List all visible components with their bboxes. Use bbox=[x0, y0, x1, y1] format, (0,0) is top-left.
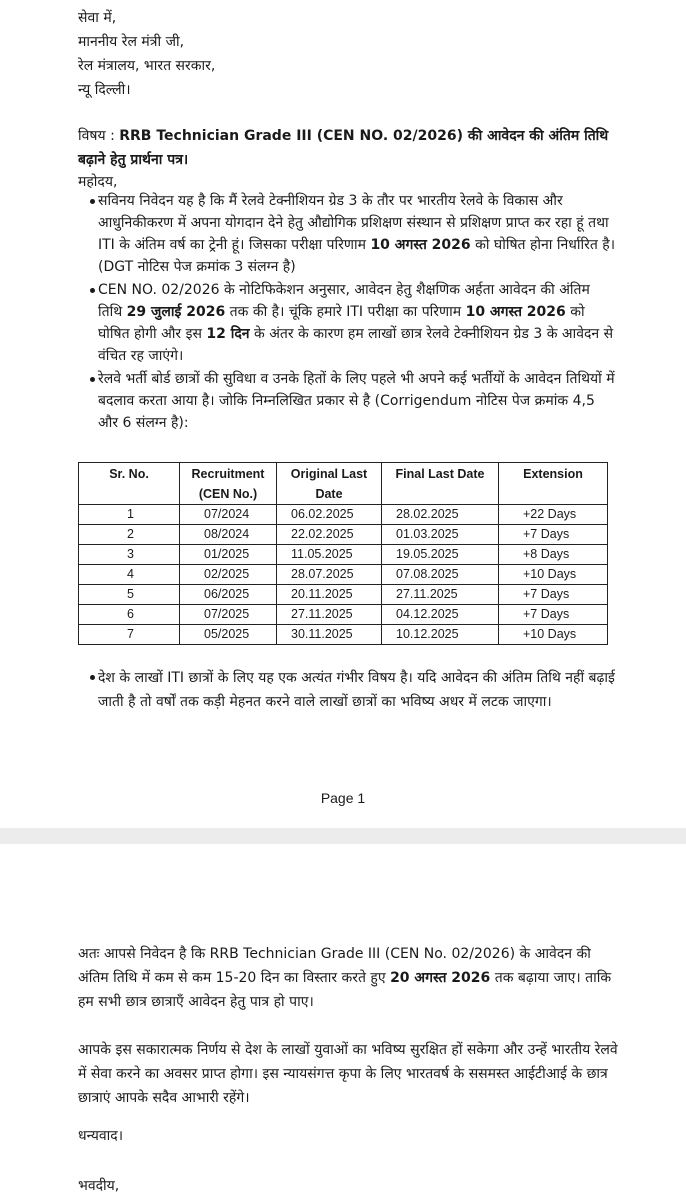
table-cell: +22 Days bbox=[499, 505, 608, 525]
table-cell: +7 Days bbox=[499, 525, 608, 545]
paragraph-bold: 20 अगस्त 2026 bbox=[390, 970, 491, 986]
gratitude-paragraph: आपके इस सकारात्मक निर्णय से देश के लाखों युवाओं का भविष्य सुरक्षित हों सकेगा और उन्हें भारतीय रेलवे में सेवा करने का अवसर प्राप्त होगा। इस न्यायसंगत्त कृपा के लिए भारतवर्ष के ससमस्त आईटीआई के छात्र छात्राएं आपके सदैव आभारी रहेंगे। bbox=[78, 1042, 618, 1106]
bullet-list bbox=[98, 666, 618, 714]
thanks-line: धन्यवाद। bbox=[78, 1128, 124, 1144]
page-separator bbox=[0, 828, 686, 844]
table-cell: 06/2025 bbox=[180, 585, 277, 605]
table-cell: 01.03.2025 bbox=[382, 525, 499, 545]
column-header: Sr. No. bbox=[79, 463, 180, 505]
table-cell: 08/2024 bbox=[180, 525, 277, 545]
table-cell: 28.07.2025 bbox=[277, 565, 382, 585]
address-line: रेल मंत्रालय, भारत सरकार, bbox=[78, 58, 216, 74]
bullet-text: CEN NO. 02/2026 के नोटिफिकेशन अनुसार, आवेदन हेतु शैक्षणिक अर्हता आवेदन की अंतिम तिथि bbox=[98, 282, 590, 320]
table-cell: 07/2024 bbox=[180, 505, 277, 525]
bullet-text: तक की है। चूंकि हमारे ITI परीक्षा का परिणाम bbox=[225, 304, 466, 320]
table-cell: 4 bbox=[79, 565, 180, 585]
table-cell: 6 bbox=[79, 605, 180, 625]
table-cell: 27.11.2025 bbox=[277, 605, 382, 625]
page-number: Page 1 bbox=[320, 790, 366, 806]
table-cell: 2 bbox=[79, 525, 180, 545]
table-cell: 07.08.2025 bbox=[382, 565, 499, 585]
table-cell: 1 bbox=[79, 505, 180, 525]
table-row bbox=[79, 505, 608, 525]
table-cell: 27.11.2025 bbox=[382, 585, 499, 605]
bullet-list bbox=[98, 190, 618, 435]
table-row bbox=[79, 625, 608, 645]
bullet-dot bbox=[90, 288, 95, 293]
bullet-bold: 10 अगस्त 2026 bbox=[465, 304, 566, 320]
closing-line: भवदीय, bbox=[78, 1178, 120, 1194]
column-header: Final Last Date bbox=[382, 463, 499, 505]
table-cell: 07/2025 bbox=[180, 605, 277, 625]
recipient-address bbox=[78, 6, 215, 102]
table-row bbox=[79, 545, 608, 565]
column-header: Recruitment (CEN No.) bbox=[180, 463, 277, 505]
table-cell: 20.11.2025 bbox=[277, 585, 382, 605]
table-row bbox=[79, 585, 608, 605]
bullet-dot bbox=[90, 377, 95, 382]
salutation: महोदय, bbox=[78, 174, 118, 190]
bullet-text: सविनय निवेदन यह है कि मैं रेलवे टेक्नीशियन ग्रेड 3 के तौर पर भारतीय रेलवे के विकास और आधुनिकीकरण में अपना योगदान देने हेतु औद्योगिक प्रशिक्षण संस्थान से प्रशिक्षण प्राप्त कर रहा हूं तथा ITI के अंतिम वर्ष का ट्रेनी हूं। जिसका परीक्षा परिणाम bbox=[98, 193, 609, 253]
subject-line bbox=[78, 124, 638, 172]
table-cell: 3 bbox=[79, 545, 180, 565]
bullet-item bbox=[98, 666, 618, 714]
bullet-text: रेलवे भर्ती बोर्ड छात्रों की सुविधा व उनके हितों के लिए पहले भी अपने कई भर्तीयों के आवेदन तिथियों में बदलाव करता आया है। जोकि निम्नलिखित प्रकार से है (Corrigendum नोटिस पेज क्रमांक 4,5 और 6 संलग्न है): bbox=[98, 371, 615, 431]
bullet-dot bbox=[90, 675, 95, 680]
table-cell: 01/2025 bbox=[180, 545, 277, 565]
table-cell: 7 bbox=[79, 625, 180, 645]
table-cell: 06.02.2025 bbox=[277, 505, 382, 525]
bullet-text: को घोषित होना निर्धारित है। (DGT नोटिस पेज क्रमांक 3 संलग्न है) bbox=[98, 237, 616, 275]
table-row bbox=[79, 605, 608, 625]
table-cell: +10 Days bbox=[499, 625, 608, 645]
address-line: न्यू दिल्ली। bbox=[78, 82, 131, 98]
table-cell: 19.05.2025 bbox=[382, 545, 499, 565]
table-cell: 05/2025 bbox=[180, 625, 277, 645]
request-paragraph bbox=[78, 942, 618, 1014]
table-cell: +7 Days bbox=[499, 605, 608, 625]
paragraph-text: अतः आपसे निवेदन है कि RRB Technician Grade III (CEN No. 02/2026) के आवेदन की अंतिम तिथि में कम से कम 15-20 दिन का विस्तार करते हुए bbox=[78, 946, 591, 986]
bullet-text: देश के लाखों ITI छात्रों के लिए यह एक अत्यंत गंभीर विषय है। यदि आवेदन की अंतिम तिथि नहीं बढ़ाई जाती है तो वर्षों तक कड़ी मेहनत करने वाले लाखों छात्रों का भविष्य अधर में लटक जाएगा। bbox=[98, 670, 615, 710]
recruitment-table bbox=[78, 462, 608, 645]
bullet-item bbox=[98, 368, 618, 434]
table-cell: 22.02.2025 bbox=[277, 525, 382, 545]
table-row bbox=[79, 525, 608, 545]
bullet-bold: 29 जुलाई 2026 bbox=[126, 304, 226, 320]
table-cell: +8 Days bbox=[499, 545, 608, 565]
address-line: सेवा में, bbox=[78, 10, 117, 26]
bullet-dot bbox=[90, 199, 95, 204]
subject-text: RRB Technician Grade III (CEN NO. 02/2026) की आवेदन की अंतिम तिथि बढ़ाने हेतु प्रार्थना पत्र। bbox=[78, 128, 609, 168]
table-cell: +10 Days bbox=[499, 565, 608, 585]
bullet-bold: 10 अगस्त 2026 bbox=[370, 237, 471, 253]
table-row bbox=[79, 565, 608, 585]
letter-page-2 bbox=[0, 844, 686, 1200]
subject-prefix: विषय : bbox=[78, 128, 120, 144]
bullet-text: के अंतर के कारण हम लाखों छात्र रेलवे टेक्नीशियन ग्रेड 3 के आवेदन से वंचित रह जाएंगे। bbox=[98, 326, 614, 364]
table-cell: 02/2025 bbox=[180, 565, 277, 585]
table-cell: 04.12.2025 bbox=[382, 605, 499, 625]
bullet-bold: 12 दिन bbox=[206, 326, 250, 342]
bullet-text: को घोषित होगी और इस bbox=[98, 304, 585, 342]
table-cell: 10.12.2025 bbox=[382, 625, 499, 645]
table-cell: 11.05.2025 bbox=[277, 545, 382, 565]
table-cell: 30.11.2025 bbox=[277, 625, 382, 645]
bullet-item bbox=[98, 279, 618, 367]
bullet-item bbox=[98, 190, 618, 278]
table-cell: 28.02.2025 bbox=[382, 505, 499, 525]
table-cell: 5 bbox=[79, 585, 180, 605]
column-header: Extension bbox=[499, 463, 608, 505]
address-line: माननीय रेल मंत्री जी, bbox=[78, 34, 185, 50]
column-header: Original Last Date bbox=[277, 463, 382, 505]
table-header-row bbox=[79, 463, 608, 505]
table-cell: +7 Days bbox=[499, 585, 608, 605]
paragraph-text: तक बढ़ाया जाए। ताकि हम सभी छात्र छात्राएँ आवेदन हेतु पात्र हो पाए। bbox=[78, 970, 612, 1010]
